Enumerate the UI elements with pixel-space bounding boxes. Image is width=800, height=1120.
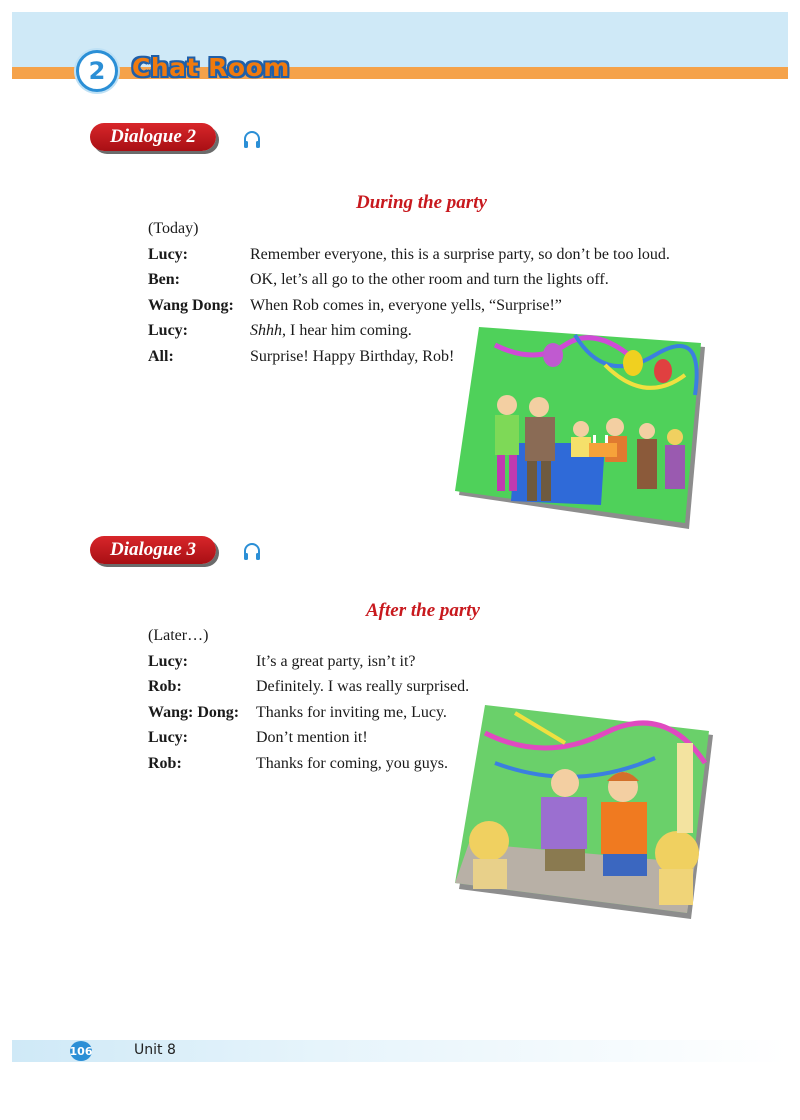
speaker: Wang: Dong: — [148, 703, 240, 721]
dialogue-3-title: After the party — [366, 600, 480, 621]
speaker: Rob: — [148, 678, 182, 695]
line-text: Definitely. I was really surprised. — [256, 678, 470, 695]
line-text: Thanks for inviting me, Lucy. — [256, 703, 447, 721]
dialogue-line — [148, 293, 670, 319]
party-illustration-1 — [455, 325, 707, 531]
line-italic: Shhh — [250, 322, 282, 339]
speaker: Wang Dong: — [148, 296, 234, 314]
line-text: It’s a great party, isn’t it? — [256, 652, 416, 670]
header-stripe — [12, 67, 788, 79]
stage-direction: (Later…) — [148, 627, 209, 644]
dialogue-3-lines — [148, 623, 469, 776]
dialogue-line — [148, 674, 469, 700]
line-text: Surprise! Happy Birthday, Rob! — [250, 347, 455, 365]
line-text: Don’t mention it! — [256, 729, 368, 746]
dialogue-line — [148, 649, 469, 675]
dialogue-3-badge: Dialogue 3 — [90, 536, 216, 564]
speaker: Rob: — [148, 754, 182, 772]
line-text: Remember everyone, this is a surprise party, so don’t be too loud. — [250, 245, 670, 263]
headphones-icon[interactable] — [242, 542, 262, 562]
speaker: Lucy: — [148, 245, 188, 263]
dialogue-line — [148, 751, 469, 777]
speaker: Lucy: — [148, 322, 188, 339]
footer-band — [12, 1040, 788, 1062]
line-text: Thanks for coming, you guys. — [256, 754, 448, 772]
party-illustration-2 — [455, 703, 717, 921]
section-number: 2 — [76, 50, 118, 92]
line-text: When Rob comes in, everyone yells, “Surprise!” — [250, 296, 562, 314]
headphones-icon[interactable] — [242, 130, 262, 150]
dialogue-line — [148, 700, 469, 726]
dialogue-2-badge: Dialogue 2 — [90, 123, 216, 151]
speaker: Lucy: — [148, 729, 188, 746]
speaker: All: — [148, 347, 174, 365]
line-text: OK, let’s all go to the other room and turn the lights off. — [250, 271, 609, 288]
speaker: Lucy: — [148, 652, 188, 670]
section-title: Chat Room — [132, 53, 290, 82]
dialogue-line — [148, 242, 670, 268]
line-text: , I hear him coming. — [282, 322, 412, 339]
dialogue-line — [148, 725, 469, 751]
stage-direction: (Today) — [148, 220, 199, 237]
dialogue-line — [148, 267, 670, 293]
page-number: 106 — [70, 1041, 92, 1061]
speaker: Ben: — [148, 271, 180, 288]
unit-label: Unit 8 — [134, 1042, 176, 1058]
dialogue-2-title: During the party — [356, 192, 487, 213]
header-band — [12, 12, 788, 70]
